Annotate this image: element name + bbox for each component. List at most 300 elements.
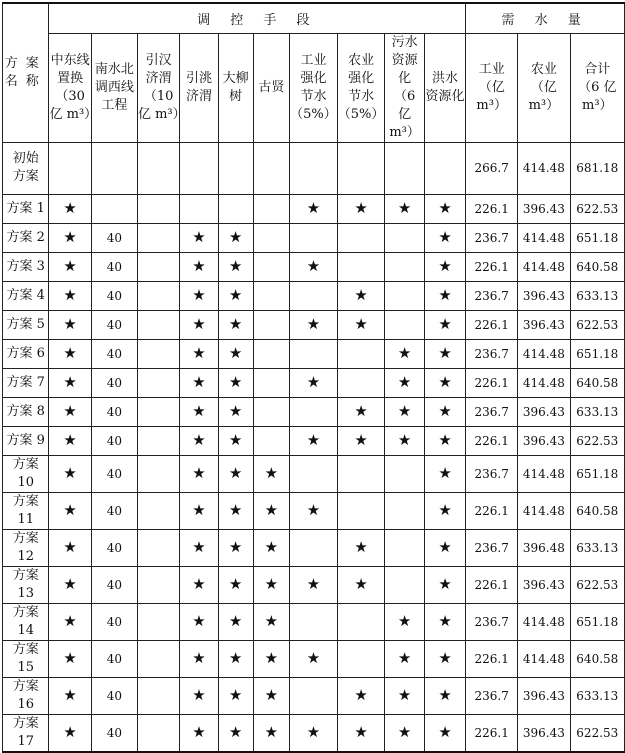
empty-cell [337, 368, 385, 397]
measure-value-cell: 40 [91, 339, 137, 368]
star-icon: ★ [49, 492, 91, 529]
table-row [3, 426, 625, 455]
scheme-name-header-text: 方案 名称 [4, 55, 47, 89]
measure-header-2 [91, 33, 137, 142]
empty-cell [253, 142, 290, 194]
measure-value-cell: 40 [91, 252, 137, 281]
star-icon: ★ [180, 714, 219, 752]
demand-value-cell: 651.18 [570, 223, 624, 252]
demand-value-cell: 236.7 [466, 603, 518, 640]
scheme-name-header [3, 3, 49, 142]
scheme-name-cell: 方案 9 [3, 426, 49, 455]
empty-cell [253, 252, 290, 281]
scheme-name-cell: 方案 4 [3, 281, 49, 310]
measure-header-text: 中东线 置换 （30 亿 m³） [49, 52, 98, 122]
empty-cell [385, 223, 425, 252]
empty-cell [137, 142, 179, 194]
empty-cell [137, 426, 179, 455]
demand-value-cell: 622.53 [570, 426, 624, 455]
star-icon: ★ [49, 223, 91, 252]
demand-group-header [466, 3, 625, 33]
star-icon: ★ [290, 368, 338, 397]
star-icon: ★ [337, 281, 385, 310]
demand-value-cell: 651.18 [570, 603, 624, 640]
demand-value-cell: 396.43 [518, 281, 570, 310]
star-icon: ★ [424, 677, 465, 714]
empty-cell [137, 566, 179, 603]
star-icon: ★ [180, 223, 219, 252]
measure-header-text: 农业 强化 节水 （5%） [337, 52, 385, 122]
star-icon: ★ [218, 281, 253, 310]
star-icon: ★ [49, 368, 91, 397]
demand-value-cell: 640.58 [570, 492, 624, 529]
star-icon: ★ [290, 194, 338, 223]
empty-cell [137, 714, 179, 752]
star-icon: ★ [180, 603, 219, 640]
measure-value-cell: 40 [91, 455, 137, 492]
demand-value-cell: 414.48 [518, 455, 570, 492]
demand-value-cell: 396.43 [518, 426, 570, 455]
star-icon: ★ [253, 455, 290, 492]
scheme-name-cell: 方案 15 [3, 640, 49, 677]
star-icon: ★ [49, 339, 91, 368]
demand-value-cell: 396.43 [518, 677, 570, 714]
star-icon: ★ [424, 397, 465, 426]
demand-value-cell: 226.1 [466, 492, 518, 529]
measure-header-6 [253, 33, 290, 142]
star-icon: ★ [49, 677, 91, 714]
star-icon: ★ [49, 714, 91, 752]
demand-value-cell: 396.43 [518, 194, 570, 223]
table-row [3, 310, 625, 339]
demand-value-cell: 396.48 [518, 529, 570, 566]
empty-cell [385, 492, 425, 529]
scheme-name-cell: 方案 11 [3, 492, 49, 529]
empty-cell [290, 223, 338, 252]
demand-value-cell: 236.7 [466, 455, 518, 492]
star-icon: ★ [218, 529, 253, 566]
empty-cell [337, 603, 385, 640]
star-icon: ★ [180, 281, 219, 310]
demand-value-cell: 651.18 [570, 339, 624, 368]
star-icon: ★ [337, 529, 385, 566]
table-row [3, 397, 625, 426]
water-demand-table [2, 2, 625, 753]
measure-header-text: 引洮 济渭 [186, 70, 213, 104]
table-row [3, 142, 625, 194]
star-icon: ★ [385, 677, 425, 714]
empty-cell [253, 281, 290, 310]
star-icon: ★ [424, 455, 465, 492]
header-sub-row [3, 33, 625, 142]
star-icon: ★ [424, 339, 465, 368]
demand-value-cell: 633.13 [570, 529, 624, 566]
demand-value-cell: 633.13 [570, 281, 624, 310]
empty-cell [137, 194, 179, 223]
measure-value-cell: 40 [91, 677, 137, 714]
star-icon: ★ [424, 492, 465, 529]
demand-value-cell: 226.1 [466, 368, 518, 397]
star-icon: ★ [180, 252, 219, 281]
star-icon: ★ [253, 640, 290, 677]
star-icon: ★ [424, 529, 465, 566]
demand-value-cell: 414.48 [518, 368, 570, 397]
star-icon: ★ [218, 223, 253, 252]
empty-cell [337, 252, 385, 281]
star-icon: ★ [290, 640, 338, 677]
star-icon: ★ [424, 281, 465, 310]
demand-value-cell: 414.48 [518, 223, 570, 252]
table-row [3, 194, 625, 223]
star-icon: ★ [424, 640, 465, 677]
star-icon: ★ [337, 714, 385, 752]
measure-header-text: 污水 资源化 （6 亿 m³） [389, 34, 420, 140]
table-row [3, 223, 625, 252]
empty-cell [91, 142, 137, 194]
measures-group-text: 调 控 手 段 [197, 12, 318, 28]
star-icon: ★ [290, 426, 338, 455]
star-icon: ★ [49, 640, 91, 677]
table-row [3, 339, 625, 368]
demand-value-cell: 633.13 [570, 677, 624, 714]
star-icon: ★ [385, 397, 425, 426]
table-body [3, 142, 625, 752]
measure-header-text: 古贤 [258, 79, 285, 95]
measure-header-3 [137, 33, 186, 142]
demand-header-text: 合计 （6 亿 m³） [578, 61, 617, 113]
measures-group-header [49, 3, 466, 33]
star-icon: ★ [290, 310, 338, 339]
scheme-name-cell: 方案 1 [3, 194, 49, 223]
star-icon: ★ [218, 677, 253, 714]
demand-value-cell: 226.1 [466, 566, 518, 603]
empty-cell [137, 397, 179, 426]
star-icon: ★ [49, 529, 91, 566]
empty-cell [337, 223, 385, 252]
star-icon: ★ [337, 310, 385, 339]
star-icon: ★ [218, 566, 253, 603]
star-icon: ★ [424, 194, 465, 223]
star-icon: ★ [49, 281, 91, 310]
star-icon: ★ [385, 368, 425, 397]
demand-header-2 [518, 33, 570, 142]
table-row [3, 252, 625, 281]
star-icon: ★ [49, 194, 91, 223]
empty-cell [253, 339, 290, 368]
star-icon: ★ [424, 603, 465, 640]
measure-value-cell: 40 [91, 714, 137, 752]
star-icon: ★ [180, 640, 219, 677]
demand-value-cell: 414.48 [518, 339, 570, 368]
scheme-name-cell: 方案 10 [3, 455, 49, 492]
empty-cell [290, 339, 338, 368]
star-icon: ★ [218, 455, 253, 492]
demand-value-cell: 226.1 [466, 310, 518, 339]
demand-value-cell: 414.48 [518, 492, 570, 529]
scheme-name-cell: 方案 3 [3, 252, 49, 281]
table-header [3, 3, 625, 142]
table-row [3, 455, 625, 492]
empty-cell [337, 640, 385, 677]
demand-value-cell: 236.7 [466, 281, 518, 310]
empty-cell [91, 194, 137, 223]
empty-cell [385, 281, 425, 310]
star-icon: ★ [180, 529, 219, 566]
measure-header-4 [180, 33, 219, 142]
demand-value-cell: 622.53 [570, 714, 624, 752]
demand-value-cell: 414.48 [518, 142, 570, 194]
star-icon: ★ [424, 223, 465, 252]
empty-cell [290, 142, 338, 194]
scheme-name-cell: 方案 7 [3, 368, 49, 397]
demand-header-3 [570, 33, 624, 142]
demand-value-cell: 226.1 [466, 640, 518, 677]
demand-value-cell: 396.43 [518, 714, 570, 752]
demand-value-cell: 226.1 [466, 426, 518, 455]
demand-value-cell: 236.7 [466, 339, 518, 368]
scheme-name-cell: 方案 12 [3, 529, 49, 566]
star-icon: ★ [253, 677, 290, 714]
empty-cell [290, 677, 338, 714]
demand-value-cell: 651.18 [570, 455, 624, 492]
star-icon: ★ [49, 310, 91, 339]
star-icon: ★ [218, 492, 253, 529]
star-icon: ★ [253, 603, 290, 640]
demand-value-cell: 236.7 [466, 397, 518, 426]
star-icon: ★ [218, 640, 253, 677]
star-icon: ★ [253, 714, 290, 752]
star-icon: ★ [253, 566, 290, 603]
star-icon: ★ [253, 529, 290, 566]
star-icon: ★ [385, 714, 425, 752]
star-icon: ★ [424, 566, 465, 603]
star-icon: ★ [337, 566, 385, 603]
table-row [3, 603, 625, 640]
measure-value-cell: 40 [91, 529, 137, 566]
star-icon: ★ [385, 640, 425, 677]
measure-header-text: 大柳 树 [222, 70, 249, 104]
star-icon: ★ [424, 714, 465, 752]
star-icon: ★ [337, 677, 385, 714]
empty-cell [290, 603, 338, 640]
demand-value-cell: 226.1 [466, 714, 518, 752]
measure-header-1 [49, 33, 98, 142]
star-icon: ★ [218, 368, 253, 397]
table-row [3, 566, 625, 603]
scheme-name-cell: 方案 2 [3, 223, 49, 252]
star-icon: ★ [49, 397, 91, 426]
table-row [3, 492, 625, 529]
star-icon: ★ [180, 368, 219, 397]
demand-header-text: 农业 （亿 m³） [528, 61, 560, 113]
star-icon: ★ [49, 252, 91, 281]
demand-value-cell: 396.43 [518, 397, 570, 426]
measure-value-cell: 40 [91, 223, 137, 252]
empty-cell [137, 252, 179, 281]
empty-cell [137, 281, 179, 310]
star-icon: ★ [385, 194, 425, 223]
star-icon: ★ [49, 455, 91, 492]
star-icon: ★ [180, 492, 219, 529]
empty-cell [180, 142, 219, 194]
empty-cell [337, 339, 385, 368]
demand-value-cell: 640.58 [570, 640, 624, 677]
header-group-row [3, 3, 625, 33]
measure-header-9 [385, 33, 425, 142]
empty-cell [253, 194, 290, 223]
demand-value-cell: 266.7 [466, 142, 518, 194]
empty-cell [385, 252, 425, 281]
demand-value-cell: 414.48 [518, 640, 570, 677]
measure-header-8 [337, 33, 385, 142]
star-icon: ★ [424, 368, 465, 397]
scheme-name-cell: 初始 方案 [3, 142, 49, 194]
star-icon: ★ [290, 492, 338, 529]
star-icon: ★ [424, 426, 465, 455]
measure-header-text: 引汉 济渭 （10 亿 m³） [137, 52, 186, 122]
measure-value-cell: 40 [91, 368, 137, 397]
empty-cell [385, 455, 425, 492]
star-icon: ★ [180, 310, 219, 339]
empty-cell [180, 194, 219, 223]
star-icon: ★ [218, 603, 253, 640]
empty-cell [337, 455, 385, 492]
empty-cell [137, 223, 179, 252]
star-icon: ★ [218, 339, 253, 368]
star-icon: ★ [49, 566, 91, 603]
measure-value-cell: 40 [91, 492, 137, 529]
demand-value-cell: 226.1 [466, 252, 518, 281]
star-icon: ★ [180, 397, 219, 426]
scheme-name-cell: 方案 8 [3, 397, 49, 426]
empty-cell [137, 455, 179, 492]
demand-value-cell: 622.53 [570, 566, 624, 603]
star-icon: ★ [218, 714, 253, 752]
demand-group-text: 需 水 量 [501, 12, 589, 28]
empty-cell [218, 142, 253, 194]
star-icon: ★ [337, 426, 385, 455]
empty-cell [385, 566, 425, 603]
table-row [3, 529, 625, 566]
star-icon: ★ [49, 603, 91, 640]
empty-cell [137, 339, 179, 368]
measure-value-cell: 40 [91, 397, 137, 426]
star-icon: ★ [337, 397, 385, 426]
empty-cell [337, 142, 385, 194]
scheme-name-cell: 方案 13 [3, 566, 49, 603]
measure-value-cell: 40 [91, 566, 137, 603]
demand-value-cell: 236.7 [466, 223, 518, 252]
demand-value-cell: 396.43 [518, 310, 570, 339]
star-icon: ★ [337, 194, 385, 223]
demand-header-1 [466, 33, 518, 142]
scheme-name-cell: 方案 14 [3, 603, 49, 640]
empty-cell [290, 281, 338, 310]
star-icon: ★ [218, 397, 253, 426]
table-row [3, 368, 625, 397]
demand-value-cell: 622.53 [570, 194, 624, 223]
measure-header-text: 南水北 调西线 工程 [94, 61, 134, 113]
star-icon: ★ [180, 455, 219, 492]
scheme-name-cell: 方案 6 [3, 339, 49, 368]
measure-value-cell: 40 [91, 310, 137, 339]
empty-cell [385, 310, 425, 339]
measure-header-7 [290, 33, 338, 142]
star-icon: ★ [180, 426, 219, 455]
empty-cell [137, 310, 179, 339]
star-icon: ★ [424, 252, 465, 281]
scheme-name-cell: 方案 16 [3, 677, 49, 714]
measure-header-10 [424, 33, 465, 142]
star-icon: ★ [290, 252, 338, 281]
demand-value-cell: 396.43 [518, 566, 570, 603]
measure-value-cell: 40 [91, 640, 137, 677]
table-row [3, 281, 625, 310]
empty-cell [385, 142, 425, 194]
demand-value-cell: 414.48 [518, 603, 570, 640]
measure-value-cell: 40 [91, 603, 137, 640]
measure-header-text: 洪水 资源化 [425, 70, 465, 104]
table-row [3, 640, 625, 677]
star-icon: ★ [49, 426, 91, 455]
demand-value-cell: 622.53 [570, 310, 624, 339]
empty-cell [253, 397, 290, 426]
star-icon: ★ [385, 339, 425, 368]
empty-cell [424, 142, 465, 194]
empty-cell [385, 529, 425, 566]
star-icon: ★ [290, 714, 338, 752]
empty-cell [137, 603, 179, 640]
demand-value-cell: 236.7 [466, 677, 518, 714]
empty-cell [49, 142, 91, 194]
empty-cell [290, 397, 338, 426]
measure-value-cell: 40 [91, 426, 137, 455]
star-icon: ★ [218, 252, 253, 281]
star-icon: ★ [180, 566, 219, 603]
star-icon: ★ [180, 339, 219, 368]
empty-cell [137, 640, 179, 677]
star-icon: ★ [290, 566, 338, 603]
empty-cell [137, 677, 179, 714]
star-icon: ★ [180, 677, 219, 714]
star-icon: ★ [385, 603, 425, 640]
measure-header-5 [218, 33, 253, 142]
empty-cell [137, 492, 179, 529]
demand-value-cell: 414.48 [518, 252, 570, 281]
star-icon: ★ [385, 426, 425, 455]
demand-value-cell: 640.58 [570, 252, 624, 281]
demand-value-cell: 226.1 [466, 194, 518, 223]
demand-value-cell: 633.13 [570, 397, 624, 426]
table-wrapper [2, 2, 625, 753]
star-icon: ★ [253, 492, 290, 529]
star-icon: ★ [424, 310, 465, 339]
empty-cell [337, 492, 385, 529]
empty-cell [290, 529, 338, 566]
empty-cell [218, 194, 253, 223]
demand-value-cell: 640.58 [570, 368, 624, 397]
demand-value-cell: 236.7 [466, 529, 518, 566]
scheme-name-cell: 方案 17 [3, 714, 49, 752]
scheme-name-cell: 方案 5 [3, 310, 49, 339]
table-row [3, 714, 625, 752]
empty-cell [290, 455, 338, 492]
empty-cell [253, 368, 290, 397]
measure-header-text: 工业 强化 节水 （5%） [290, 52, 337, 122]
empty-cell [137, 368, 179, 397]
empty-cell [137, 529, 179, 566]
empty-cell [253, 426, 290, 455]
